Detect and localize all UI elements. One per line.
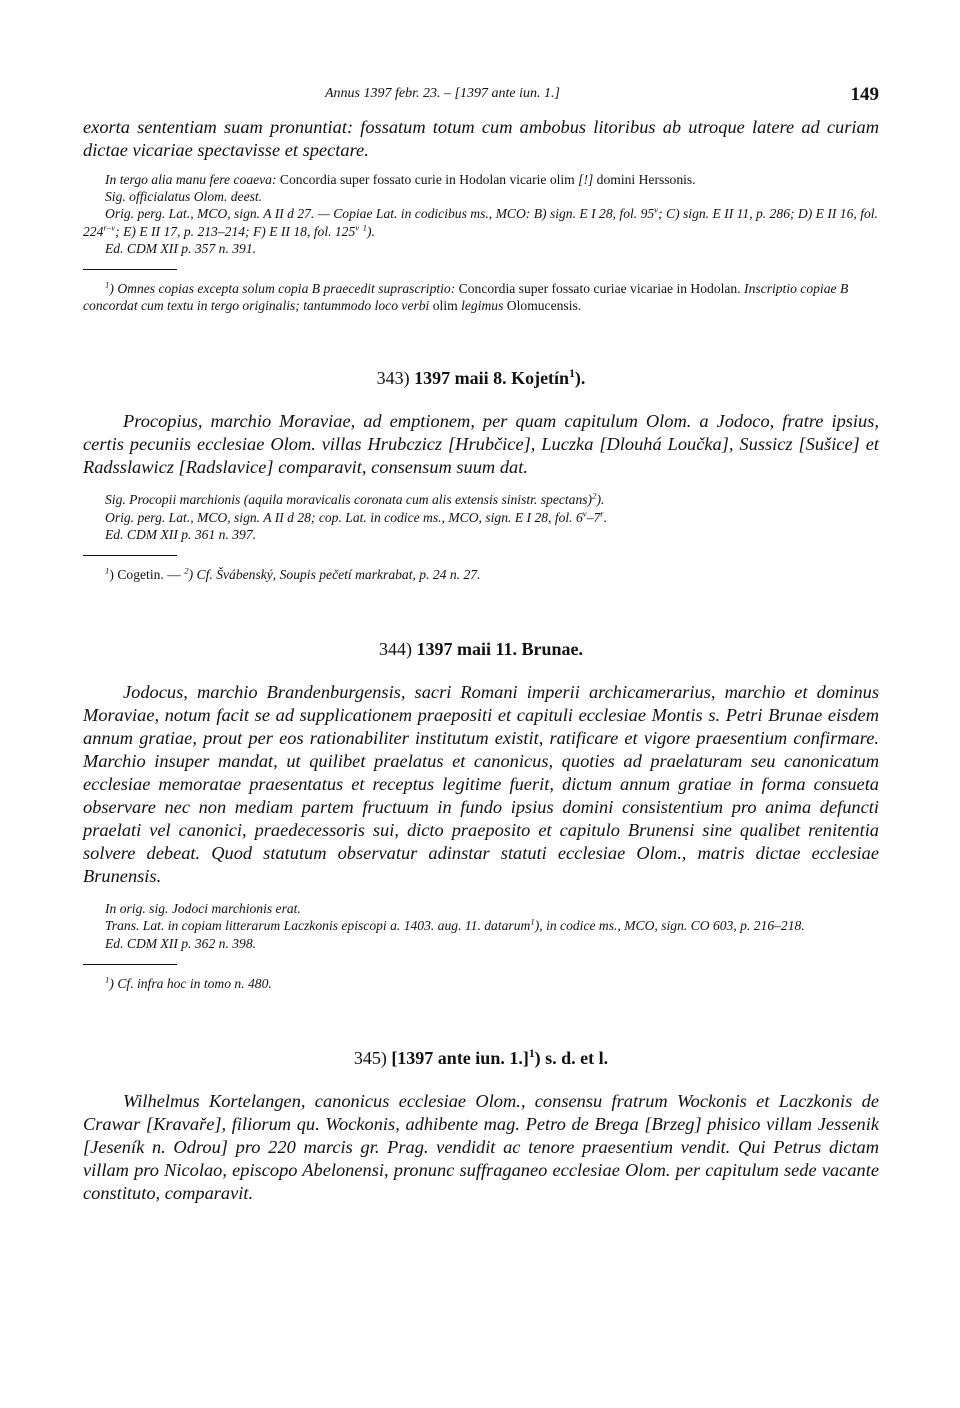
orig-note-b: ; C) sign. E II 11, p. 286; D) E II 16, fol. 224	[83, 206, 878, 239]
footnote-text-it2: Inscriptio copiae B concordat cum textu in tergo originalis; tantummodo loco verbi	[83, 281, 849, 314]
page	[83, 84, 879, 1205]
tergo-note-end: domini Herssonis.	[596, 172, 696, 187]
orig-note-end: ).	[367, 223, 375, 239]
sig-note-text: Sig. Procopii marchionis (aquila moravicalis coronata cum alis extensis sinistr. spectans)	[105, 492, 593, 508]
trans-note-end: ), in codice ms., MCO, sign. CO 603, p. 216–218.	[534, 918, 805, 934]
sig-note	[83, 491, 879, 508]
apparatus-343	[83, 491, 879, 543]
tergo-note-label: In tergo alia manu fere coaeva:	[105, 172, 277, 187]
footnote-mark: 2	[184, 565, 189, 576]
document-heading-343	[83, 368, 879, 389]
footnote-ref: 1	[530, 916, 535, 927]
footnote-mark: 1	[105, 279, 110, 290]
footnote-mark: 1	[105, 565, 110, 576]
footnote-text-2: olim	[432, 298, 458, 314]
orig-note-c-sup: v	[355, 222, 360, 233]
footnote-mark: 1	[105, 974, 110, 985]
page-header	[83, 84, 879, 112]
running-head: Annus 1397 febr. 23. – [1397 ante iun. 1.]	[325, 86, 560, 101]
footnote-rule	[83, 555, 177, 556]
footnote-rule	[83, 964, 177, 965]
document-heading-345	[83, 1048, 879, 1069]
continuation-text: exorta sententiam suam pronuntiat: fossatum totum cum ambobus litoribus ab utroque latere ad curiam dictae vicariae spectavisse et spectare.	[83, 117, 879, 160]
sig-note-end: ).	[596, 492, 605, 508]
tergo-note-text: Concordia super fossato curie in Hodolan vicarie olim	[279, 172, 575, 187]
document-date: 1397 maii 8. Kojetín	[414, 368, 570, 389]
footnote-ref: 1	[528, 1047, 535, 1061]
apparatus-344	[83, 900, 879, 952]
trans-note	[83, 917, 879, 934]
footnote-1	[83, 280, 879, 314]
tergo-note	[83, 171, 879, 188]
footnote-1-text: ) Cogetin. —	[109, 567, 181, 583]
footnote-ref: 1	[362, 222, 368, 233]
regest-343: Procopius, marchio Moraviae, ad emptionem, per quam capitulum Olom. a Jodoco, fratre ipsius, certis pecuniis ecclesiae Olom. villas Hrubczicz [Hrubčice], Luczka [Dlouhá Loučka], Sussicz [Sušice] et Radsslawicz [Radslavice] comparavit, consensum suum dat.	[83, 411, 879, 478]
edition-note: Ed. CDM XII p. 362 n. 398.	[105, 935, 257, 951]
document-date: 1397 maii 11. Brunae.	[416, 639, 583, 660]
document-date: [1397 ante iun. 1.]	[391, 1048, 529, 1069]
footnotes-344	[83, 975, 879, 992]
orig-note-text: Orig. perg. Lat., MCO, sign. A II d 28; cop. Lat. in codice ms., MCO, sign. E I 28, fol. 6	[105, 509, 583, 525]
orig-note-mid: –7	[586, 509, 601, 525]
orig-note-c: ; E) E II 17, p. 213–214; F) E II 18, fol. 125	[115, 223, 356, 239]
footnote-ref: 2	[592, 490, 597, 501]
document-number: 344)	[378, 639, 412, 660]
footnote-2-text: ) Cf. Švábenský, Soupis pečetí markrabat, p. 24 n. 27.	[188, 567, 481, 583]
orig-note	[83, 205, 879, 239]
footnote-text-it1: ) Omnes copias excepta solum copia B praecedit suprascriptio:	[109, 281, 456, 297]
edition-note: Ed. CDM XII p. 357 n. 391.	[105, 240, 257, 256]
footnote-text-it3: legimus	[461, 298, 504, 314]
orig-note-b-sup: r–v	[103, 222, 116, 233]
footnote-text-1: Concordia super fossato curiae vicariae in Hodolan.	[458, 281, 741, 297]
sic-mark: [!]	[578, 172, 594, 187]
document-date-end: ) s. d. et l.	[534, 1048, 609, 1069]
footnote-line	[83, 566, 879, 583]
edition-note: Ed. CDM XII p. 361 n. 397.	[105, 526, 257, 542]
document-date-end: ).	[574, 368, 586, 389]
orig-note-sup: r	[600, 508, 604, 519]
trans-note-text: Trans. Lat. in copiam litterarum Laczkonis episcopi a. 1403. aug. 11. datarum	[105, 918, 531, 934]
orig-note-a: Orig. perg. Lat., MCO, sign. A II d 27. — Copiae Lat. in codicibus ms., MCO: B) sign. E I 28, fol. 95	[105, 206, 655, 222]
footnotes-343	[83, 566, 879, 583]
orig-note-sup: v	[582, 508, 587, 519]
orig-note-a-sup: v	[654, 204, 659, 215]
page-number: 149	[850, 84, 879, 105]
orig-note: In orig. sig. Jodoci marchionis erat.	[105, 901, 301, 917]
continuation-apparatus	[83, 171, 879, 257]
footnote-ref: 1	[569, 367, 575, 381]
footnote-line	[83, 975, 879, 992]
footnote-text: ) Cf. infra hoc in tomo n. 480.	[109, 975, 272, 991]
orig-note	[83, 509, 879, 526]
document-number: 343)	[376, 368, 410, 389]
sig-note: Sig. officialatus Olom. deest.	[105, 189, 263, 205]
regest-345: Wilhelmus Kortelangen, canonicus ecclesiae Olom., consensu fratrum Wockonis et Laczkonis de Crawar [Kravaře], filiorum qu. Wockonis, adhibente mag. Petro de Brega [Brzeg] phisico villam Jessenik [Jeseník n. Odrou] pro 220 marcis gr. Prag. vendidit ac tenore praesentium vendit. Qui Petrus dictam villam pro Nicolao, episcopo Abelonensi, pronunc suffraganeo ecclesiae Olom. per capitulum sede vacante constituto, comparavit.	[83, 1091, 879, 1204]
document-number: 345)	[353, 1048, 387, 1069]
orig-note-end: .	[603, 509, 608, 525]
regest-344: Jodocus, marchio Brandenburgensis, sacri Romani imperii archicamerarius, marchio et dominus Moraviae, notum facit se ad supplicationem praepositi et capituli ecclesiae Montis s. Petri Brunae eisdem annum gratiae, prout per eos rationabiliter institutum existit, ratificare et vigore praesentium confirmare. Marchio insuper mandat, ut quilibet praelatus et canonicus, quoties ad praelaturam seu canonicatum ecclesiae memoratae praesentatus et receptus legitime fuerit, dictum annum gratiae in forma consueta observare nec non mediam partem fructuum in fundo ipsius domini consistentium pro anima defuncti praelati vel canonici, praedecessoris sui, dicto praeposito et capitulo Brunensi sine qualibet renitentia solvere debeat. Quod statutum observatur adinstar statuti ecclesiae Olom., matris dictae ecclesiae Brunensis.	[83, 682, 879, 887]
document-heading-344	[83, 639, 879, 660]
footnote-rule	[83, 269, 177, 270]
continuation-footnote	[83, 280, 879, 314]
footnote-text-3: Olomucensis.	[506, 298, 582, 314]
